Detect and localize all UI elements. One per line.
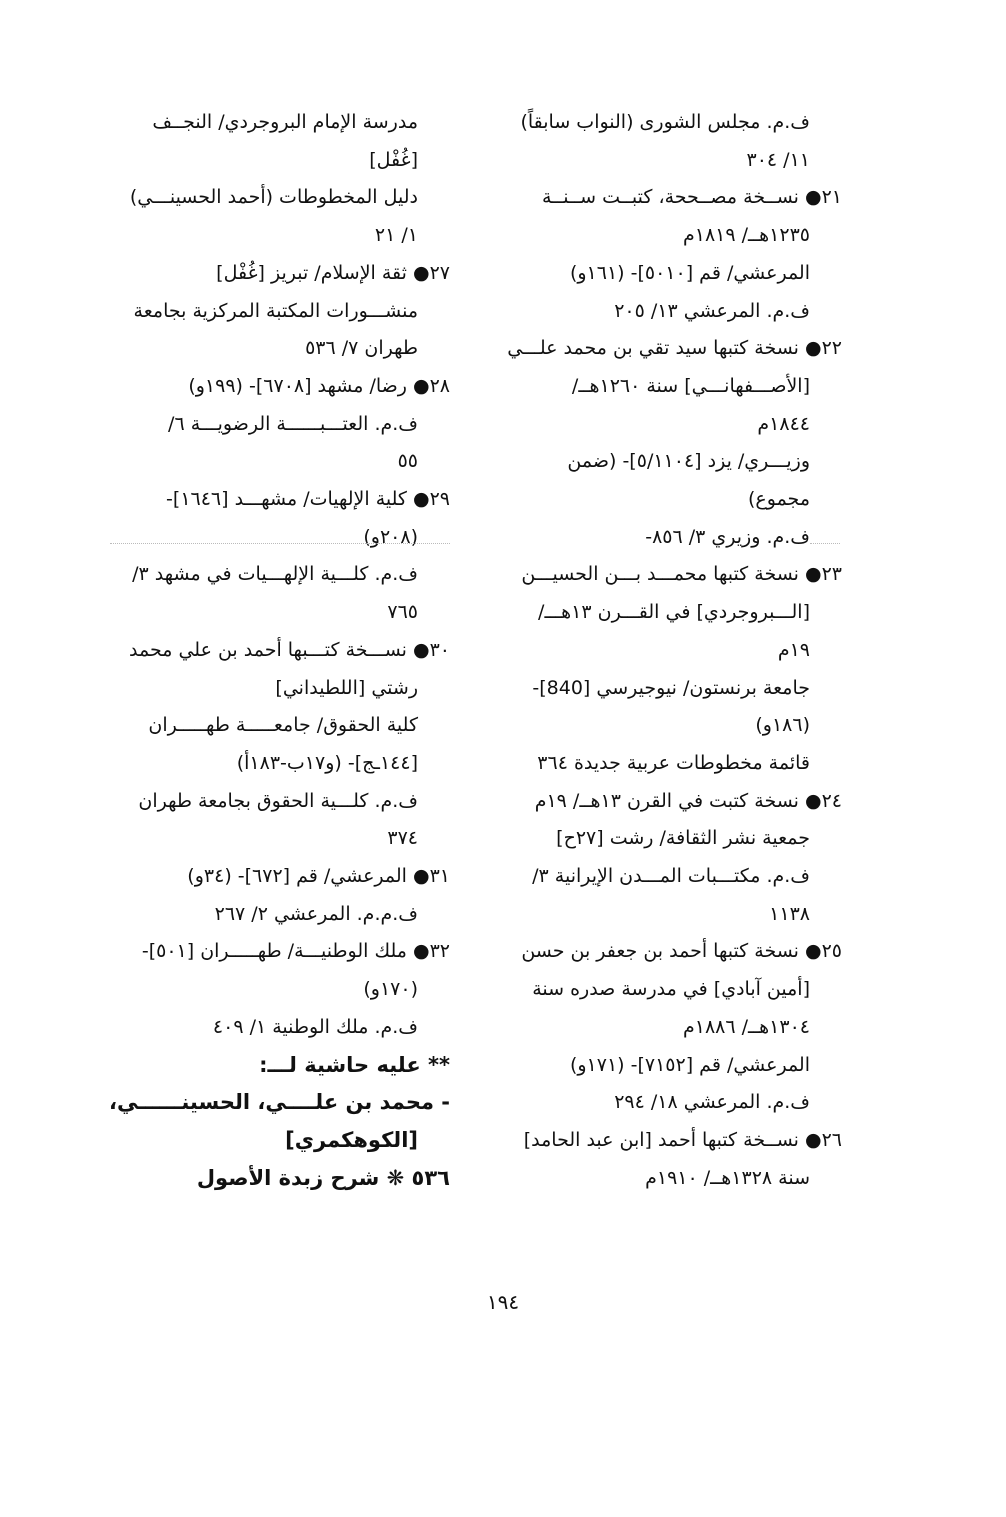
text-line: ٢٥● نسخة كتبها أحمد بن جعفر بن حسن: [521, 940, 842, 963]
right-column: [492, 104, 842, 1197]
text-line: مجموع): [748, 488, 810, 511]
text-line: ٣٢● ملك الوطنيـــة/ طهـــــران [٥٠١]-: [141, 940, 450, 963]
text-line: ٣١● المرعشي/ قم [٦٧٢]- (٣٤و): [187, 865, 450, 888]
text-line: ٣٠● نســـخة كتـــبها أحمد بن علي محمد: [129, 638, 450, 661]
text-line: ٥٣٦ ❋ شرح زبدة الأصول: [196, 1165, 450, 1190]
text-line: (١٨٦و): [755, 714, 810, 737]
dotted-separator: [810, 543, 840, 544]
text-line: ٣٧٤: [387, 827, 418, 850]
text-line: ف.م. وزيري ٣/ ٨٥٦-: [645, 525, 810, 548]
text-line: [١٤٤ـج]- (و١٧ب-١٨٣أ): [236, 751, 418, 774]
text-line: رشتي [اللطيداني]: [275, 676, 418, 699]
text-line: ٧٦٥: [387, 601, 418, 624]
text-line: [الـــبروجردي] في القـــرن ١٣هـــ/: [538, 601, 810, 624]
text-line: ف.م. المرعشي ١٣/ ٢٠٥: [614, 299, 810, 322]
text-line: (٢٠٨و): [363, 525, 418, 548]
text-line: ٢٢● نسخة كتبها سيد تقي بن محمد علـــي: [507, 337, 842, 360]
text-line: [الكوهكمري]: [285, 1127, 418, 1152]
text-line: جمعية نشر الثقافة/ رشت [٢٧ح]: [556, 827, 810, 850]
text-line: ف.م. مجلس الشورى (النواب سابقاً): [520, 111, 810, 133]
text-line: ف.م. كلـــية الإلهـــيات في مشهد ٣/: [132, 563, 418, 586]
text-line: [غُفْل]: [369, 148, 418, 171]
text-line: - محمد بن علــــي، الحسينــــــي،: [109, 1090, 450, 1115]
text-line: وزيـــري/ يزد [٥/١١٠٤]- (ضمن: [567, 450, 810, 473]
text-line: ٢٨● رضا/ مشهد [٦٧٠٨]- (١٩٩و): [188, 374, 450, 397]
text-line: طهران ٧/ ٥٣٦: [305, 337, 418, 360]
text-line: ٢٣● نسخة كتبها محمـــد بـــن الحسيـــن: [521, 563, 842, 586]
text-line: ١١/ ٣٠٤: [746, 148, 810, 171]
text-line: قائمة مخطوطات عربية جديدة ٣٦٤: [537, 751, 810, 774]
text-line: ١/ ٢١: [374, 224, 418, 247]
text-line: سنة ١٣٢٨هــ/ ١٩١٠م: [645, 1166, 810, 1189]
text-line: ف.م.م. المرعشي ٢/ ٢٦٧: [214, 902, 418, 925]
text-line: كلية الحقوق/ جامعـــــة طهـــــران: [148, 714, 418, 737]
text-line: ١٨٤٤م: [757, 412, 810, 435]
text-line: دليل المخطوطات (أحمد الحسينـــي): [129, 186, 418, 209]
text-line: المرعشي/ قم [٧١٥٢]- (١٧١و): [569, 1053, 810, 1076]
text-line: ** عليه حاشية لـــ:: [259, 1052, 450, 1077]
text-line: ١٩م: [777, 638, 810, 661]
text-line: ١٣٠٤هــ/ ١٨٨٦م: [682, 1015, 810, 1038]
text-line: ٢٦● نســخة كتبها أحمد [ابن عبد الحامد]: [523, 1128, 842, 1151]
text-line: جامعة برنستون/ نيوجيرسي [840]-: [532, 676, 810, 699]
text-line: ٢٤● نسخة كتبت في القرن ١٣هــ/ ١٩م: [534, 789, 842, 812]
text-line: ٥٥: [397, 450, 418, 473]
text-line: المرعشي/ قم [٥٠١٠]- (١٦١و): [569, 261, 810, 284]
text-line: ف.م. المرعشي ١٨/ ٢٩٤: [614, 1091, 810, 1114]
text-line: ٢١● نســخة مصــححة، كتبــت ســنــة: [541, 186, 842, 209]
text-line: ف.م. العتـــبــــــة الرضويـــة ٦/: [168, 412, 418, 435]
text-line: ١١٣٨: [769, 902, 810, 925]
text-line: ٢٧● ثقة الإسلام/ تبريز [غُفْل]: [216, 261, 450, 284]
text-line: منشـــورات المكتبة المركزية بجامعة: [133, 299, 418, 322]
left-column: [105, 104, 450, 1197]
page-number: ١٩٤: [486, 1290, 520, 1314]
text-line: مدرسة الإمام البروجردي/ النجــف: [152, 111, 418, 133]
text-line: ف.م. ملك الوطنية ١/ ٤٠٩: [212, 1015, 418, 1038]
text-line: ١٢٣٥هــ/ ١٨١٩م: [682, 224, 810, 247]
dotted-separator: [110, 543, 450, 544]
text-line: [الأصـــفهانـــي] سنة ١٢٦٠هــ/: [571, 374, 810, 397]
text-line: (١٧٠و): [363, 978, 418, 1001]
text-line: ٢٩● كلية الإلهيات/ مشهـــد [١٦٤٦]-: [166, 488, 450, 511]
text-line: ف.م. مكتـــبات المـــدن الإيرانية ٣/: [532, 865, 810, 888]
text-line: [أمين آبادي] في مدرسة صدره سنة: [532, 978, 810, 1001]
text-line: ف.م. كلـــية الحقوق بجامعة طهران: [138, 789, 418, 812]
